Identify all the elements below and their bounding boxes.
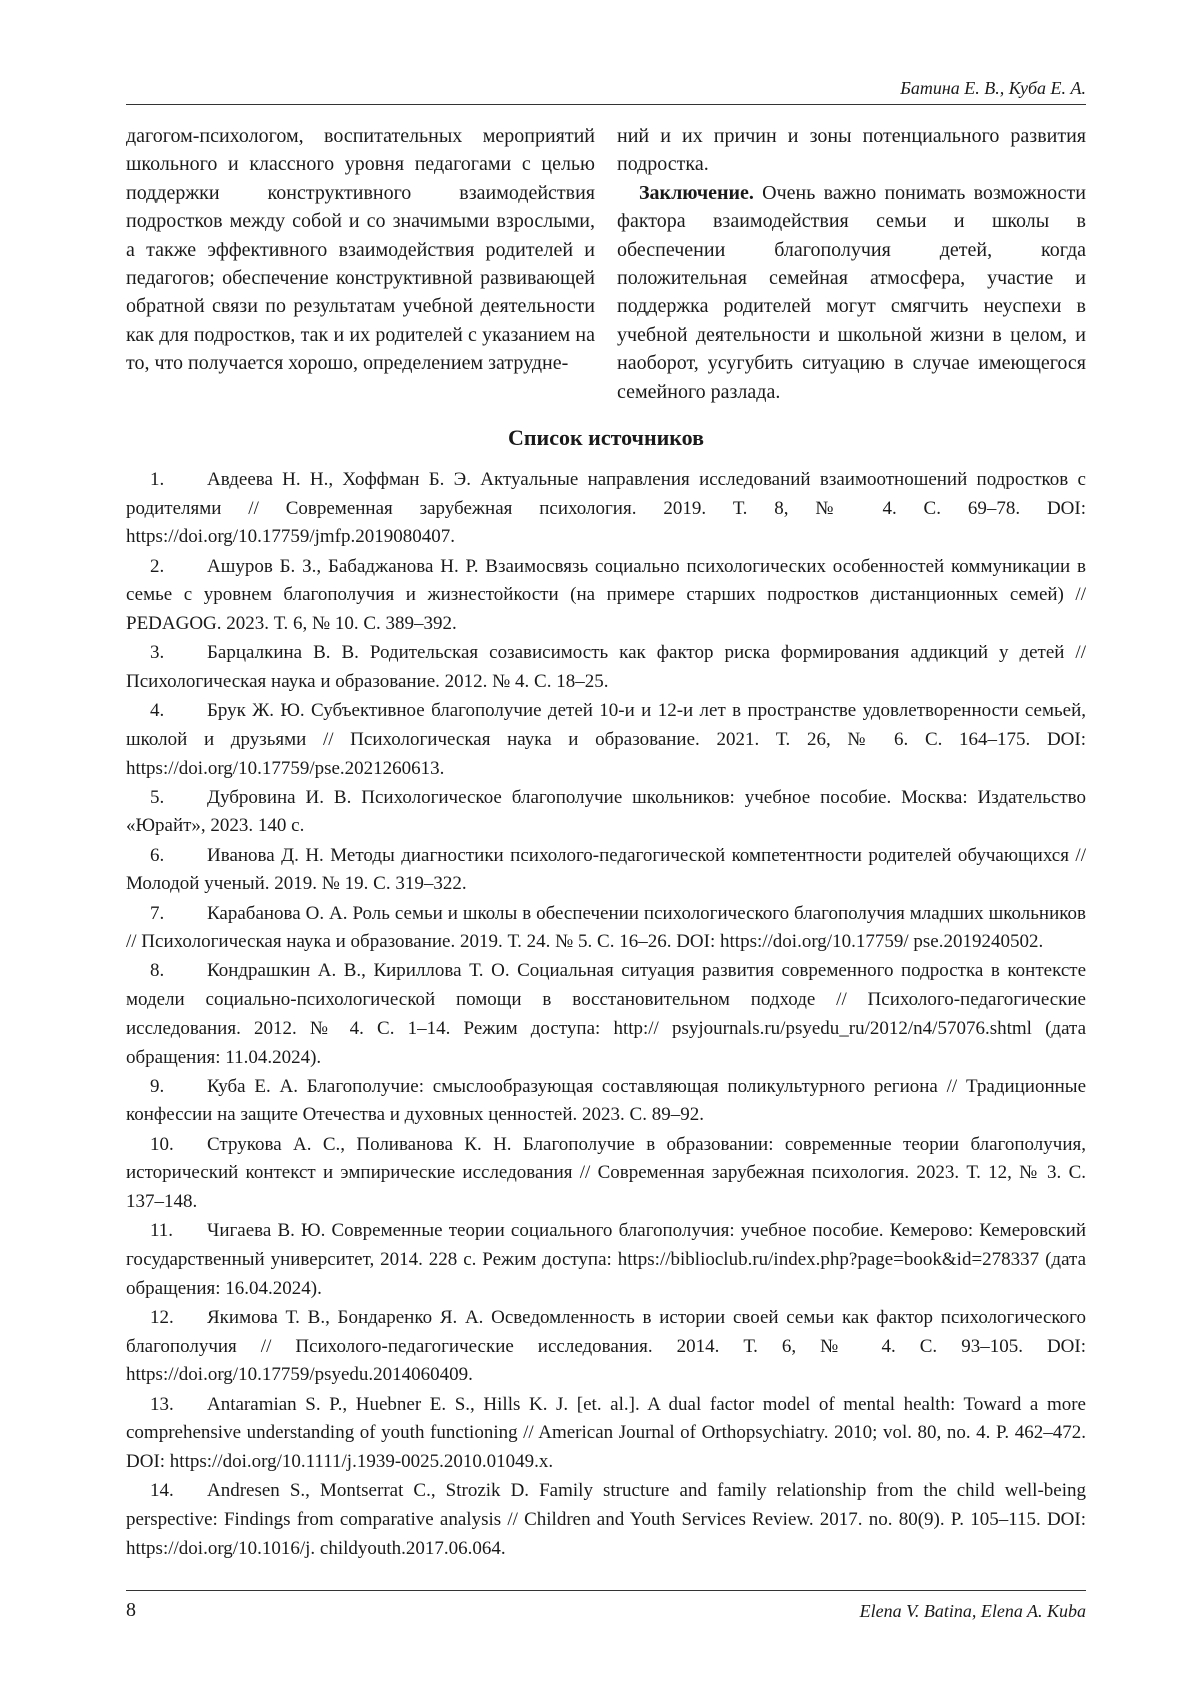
footer-authors: Elena V. Batina, Elena A. Kuba bbox=[859, 1601, 1086, 1621]
left-column bbox=[126, 122, 595, 378]
reference-number: 9. bbox=[150, 1075, 165, 1097]
reference-text: Брук Ж. Ю. Субъективное благополучие детей 10-и и 12-и лет в пространстве удовлетворенности семьей, школой и друзьями // Психологическая наука и образование. 2021. Т. 26, № 6. С. 164–175. DOI: https://doi.org/10.17759/pse.2021260613. bbox=[126, 700, 1086, 779]
left-column-text: дагогом-психологом, воспитательных мероприятий школьного и классного уровня педагогами с целью поддержки конструктивного взаимодействия подростков между собой и со значимыми взрослыми, а также эффективного взаимодействия родителей и педагогов; обеспечение конструктивной развивающей обратной связи по результатам учебной деятельности как для подростков, так и их родителей с указанием на то, что получается хорошо, определением затрудне- bbox=[126, 125, 595, 375]
reference-text: Andresen S., Montserrat C., Strozik D. Family structure and family relationship from the child well-being perspective: Findings from comparative analysis // Children and Youth Services Review. 2017. no. 80(9). P. 105–115. DOI: https://doi.org/10.1016/j. childyouth.2017.06.064. bbox=[126, 1480, 1086, 1559]
reference-text: Чигаева В. Ю. Современные теории социального благополучия: учебное пособие. Кемерово: Кемеровский государственный университет, 2014. 228 с. Режим доступа: https://biblioclub.ru/index.php?page=book&id=278337 (дата обращения: 16.04.2024). bbox=[126, 1220, 1086, 1299]
reference-text: Ашуров Б. З., Бабаджанова Н. Р. Взаимосвязь социально психологических особенностей коммуникации в семье с уровнем благополучия и жизнестойкости (на примере старших подростков дистанционных семей) // PEDAGOG. 2023. Т. 6, № 10. С. 389–392. bbox=[126, 555, 1086, 635]
reference-number: 11. bbox=[150, 1220, 174, 1242]
reference-text: Кондрашкин А. В., Кириллова Т. О. Социальная ситуация развития современного подростка в контексте модели социально-психологической помощи в восстановительном подходе // Психолого-педагогические исследования. 2012. № 4. С. 1–14. Режим доступа: http:// psyjournals.ru/psyedu_ru/2012/n4/57076.shtml (дата обращения: 11.04.2024). bbox=[126, 960, 1086, 1068]
right-column bbox=[617, 122, 1086, 406]
reference-text: Antaramian S. P., Huebner E. S., Hills K. J. [et. al.]. A dual factor model of mental health: Toward a more comprehensive understanding of youth functioning // American Journal of Orthopsychiatry. 2010; vol. 80, no. 4. P. 462–472. DOI: https://doi.org/10.1111/j.1939-0025.2010.01049.x. bbox=[126, 1393, 1086, 1472]
references-list bbox=[126, 466, 1086, 1564]
reference-item bbox=[126, 1391, 1086, 1477]
reference-text: Струкова А. С., Поливанова К. Н. Благополучие в образовании: современные теории благополучия, исторический контекст и эмпирические исследования // Современная зарубежная психология. 2023. Т. 12, № 3. С. 137–148. bbox=[126, 1133, 1086, 1213]
reference-number: 5. bbox=[150, 786, 165, 808]
reference-number: 4. bbox=[150, 700, 165, 722]
reference-number: 6. bbox=[150, 844, 165, 866]
reference-text: Иванова Д. Н. Методы диагностики психолого-педагогической компетентности родителей обучающихся // Молодой ученый. 2019. № 19. С. 319–322. bbox=[126, 844, 1086, 895]
reference-text: Барцалкина В. В. Родительская созависимость как фактор риска формирования аддикций у детей // Психологическая наука и образование. 2012. № 4. С. 18–25. bbox=[126, 642, 1086, 692]
reference-item bbox=[126, 842, 1086, 899]
reference-text: Якимова Т. В., Бондаренко Я. А. Осведомленность в истории своей семьи как фактор психологического благополучия // Психолого-педагогические исследования. 2014. Т. 6, № 4. С. 93–105. DOI: https://doi.org/10.17759/psyedu.2014060409. bbox=[126, 1306, 1086, 1386]
reference-text: Дубровина И. В. Психологическое благополучие школьников: учебное пособие. Москва: Издательство «Юрайт», 2023. 140 с. bbox=[126, 786, 1086, 837]
reference-item bbox=[126, 784, 1086, 841]
reference-number: 14. bbox=[150, 1480, 174, 1502]
running-footer bbox=[126, 1590, 1086, 1621]
running-header bbox=[126, 78, 1086, 105]
reference-number: 7. bbox=[150, 902, 165, 924]
conclusion-text: Очень важно понимать возможности фактора взаимодействия семьи и школы в обеспечении благополучия детей, когда положительная семейная атмосфера, участие и поддержка родителей могут смягчить неуспехи в учебной деятельности и школьной жизни в целом, и наоборот, усугубить ситуацию в случае имеющегося семейного разлада. bbox=[617, 181, 1086, 403]
reference-number: 3. bbox=[150, 642, 165, 664]
reference-number: 12. bbox=[150, 1306, 174, 1328]
conclusion-label: Заключение. bbox=[639, 181, 754, 204]
reference-number: 10. bbox=[150, 1133, 174, 1155]
reference-item bbox=[126, 553, 1086, 639]
reference-item bbox=[126, 1131, 1086, 1217]
reference-item bbox=[126, 1304, 1086, 1390]
reference-text: Куба Е. А. Благополучие: смыслообразующая составляющая поликультурного региона // Традиционные конфессии на защите Отечества и духовных ценностей. 2023. С. 89–92. bbox=[126, 1075, 1086, 1126]
reference-number: 1. bbox=[150, 469, 165, 490]
reference-item bbox=[126, 1073, 1086, 1130]
reference-item bbox=[126, 466, 1086, 552]
reference-item bbox=[126, 1477, 1086, 1563]
reference-text: Авдеева Н. Н., Хоффман Б. Э. Актуальные направления исследований взаимоотношений подростков с родителями // Современная зарубежная психология. 2019. Т. 8, № 4. С. 69–78. DOI: https://doi.org/10.17759/jmfp.2019080407. bbox=[126, 469, 1086, 548]
reference-number: 8. bbox=[150, 960, 165, 982]
conclusion-paragraph bbox=[617, 179, 1086, 406]
reference-item bbox=[126, 639, 1086, 696]
reference-number: 13. bbox=[150, 1393, 174, 1415]
reference-item bbox=[126, 697, 1086, 783]
header-authors: Батина Е. В., Куба Е. А. bbox=[900, 78, 1086, 98]
right-column-text: ний и их причин и зоны потенциального развития подростка. bbox=[617, 125, 1086, 176]
references-title: Список источников bbox=[507, 425, 705, 450]
page-number: 8 bbox=[126, 1599, 136, 1621]
reference-item bbox=[126, 900, 1086, 957]
reference-item bbox=[126, 1217, 1086, 1303]
reference-number: 2. bbox=[150, 555, 165, 577]
reference-text: Карабанова О. А. Роль семьи и школы в обеспечении психологического благополучия младших школьников // Психологическая наука и образование. 2019. Т. 24. № 5. С. 16–26. DOI: https://doi.org/10.17759/ pse.2019240502. bbox=[126, 902, 1086, 953]
reference-item bbox=[126, 957, 1086, 1072]
